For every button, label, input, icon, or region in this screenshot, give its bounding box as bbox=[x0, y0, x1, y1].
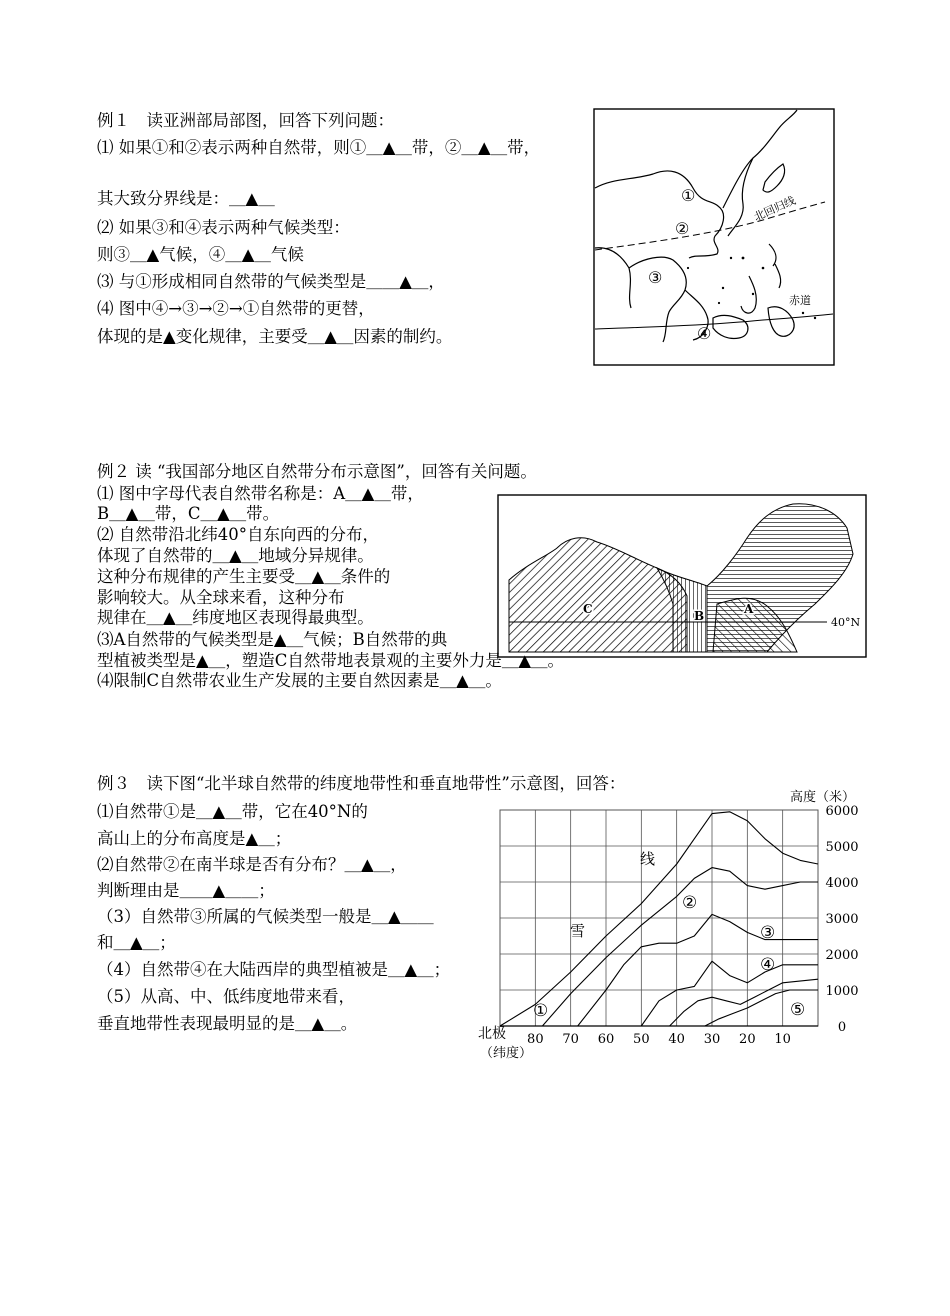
chart-series-line bbox=[500, 812, 818, 1026]
chart-y-tick-label: 2000 bbox=[825, 948, 859, 963]
chart-series-line bbox=[578, 914, 818, 1026]
chart-x-tick-label: 30 bbox=[703, 1032, 721, 1047]
chart-y-tick-label: 4000 bbox=[825, 876, 859, 891]
ex2-line: B＿▲＿带，C＿▲＿带。 bbox=[97, 504, 280, 523]
chart-x-label: （纬度） bbox=[480, 1046, 533, 1061]
lat-40-label: 40°N bbox=[831, 616, 861, 629]
ex1-line: 体现的是▲变化规律，主要受＿▲＿因素的制约。 bbox=[97, 327, 453, 346]
ex3-line: （5）从高、中、低纬度地带来看， bbox=[97, 987, 355, 1006]
ex2-line: 型植被类型是▲＿，塑造C自然带地表景观的主要外力是＿▲＿。 bbox=[97, 651, 565, 670]
ex1-line: ⑶ 与①形成相同自然带的气候类型是＿＿▲＿， bbox=[97, 272, 445, 291]
chart-y-tick-label: 5000 bbox=[825, 840, 859, 855]
chart-series-line bbox=[542, 868, 818, 1026]
ex2-line: ⑶A自然带的气候类型是▲＿气候；B自然带的典 bbox=[97, 630, 448, 649]
chart-annotation-xian: 线 bbox=[640, 850, 656, 868]
zone-label-1: ① bbox=[533, 1001, 549, 1021]
zone-chart bbox=[470, 782, 875, 1072]
chart-x-tick-label: 20 bbox=[739, 1032, 756, 1047]
ex2-line: ⑴ 图中字母代表自然带名称是：A＿▲＿带， bbox=[97, 484, 424, 503]
map-label-4: ④ bbox=[697, 324, 712, 343]
ex3-line: ⑴自然带①是＿▲＿带，它在40°N的 bbox=[97, 802, 368, 821]
zone-label-a: A bbox=[744, 602, 754, 616]
chart-x-tick-label: 70 bbox=[562, 1032, 579, 1047]
chart-x-tick-label: 80 bbox=[527, 1032, 544, 1047]
zone-label-2: ② bbox=[682, 893, 698, 913]
chart-y-tick-label: 3000 bbox=[825, 912, 859, 927]
chart-y-label: 高度（米） bbox=[790, 790, 856, 805]
ex3-line: 高山上的分布高度是▲＿； bbox=[97, 829, 292, 848]
zone-label-b: B bbox=[694, 609, 705, 623]
ex3-line: （4）自然带④在大陆西岸的典型植被是＿▲＿； bbox=[97, 960, 451, 979]
chart-series bbox=[500, 812, 818, 1026]
ex1-title: 例１ 读亚洲部局部图，回答下列问题： bbox=[97, 111, 394, 130]
ex3-line: 和＿▲＿； bbox=[97, 933, 176, 952]
chart-y-tick-label: 1000 bbox=[825, 984, 859, 999]
ex1-line: ⑷ 图中④→③→②→①自然带的更替， bbox=[97, 299, 375, 318]
chart-x-tick-label: 50 bbox=[633, 1032, 650, 1047]
chart-y-tick-label: 0 bbox=[837, 1020, 847, 1035]
ex1-line: ⑴ 如果①和②表示两种自然带，则①＿▲＿带，②＿▲＿带， bbox=[97, 138, 541, 157]
ex2-line: 这种分布规律的产生主要受＿▲＿条件的 bbox=[97, 567, 391, 586]
ex3-line: 垂直地带性表现最明显的是＿▲＿。 bbox=[97, 1014, 358, 1033]
ex2-line: ⑵ 自然带沿北纬40°自东向西的分布， bbox=[97, 525, 379, 544]
chart-annotation-xue: 雪 bbox=[570, 922, 586, 940]
chart-y-tick-label: 6000 bbox=[825, 804, 859, 819]
chart-x-tick-label: 60 bbox=[597, 1032, 615, 1047]
map-label-2: ② bbox=[675, 219, 690, 238]
asia-map bbox=[593, 108, 835, 366]
ex2-line: 规律在＿▲＿纬度地区表现得最典型。 bbox=[97, 608, 374, 627]
ex2-line: ⑷限制C自然带农业生产发展的主要自然因素是＿▲＿。 bbox=[97, 671, 502, 690]
map-label-3: ③ bbox=[648, 268, 663, 287]
ex3-line: 判断理由是＿＿▲＿＿； bbox=[97, 881, 275, 900]
zone-label-3: ③ bbox=[760, 923, 776, 943]
ex3-title: 例３ 读下图“北半球自然带的纬度地带性和垂直地带性”示意图，回答： bbox=[97, 774, 626, 793]
equator-label: 赤道 bbox=[789, 294, 811, 307]
ex3-line: （3）自然带③所属的气候类型一般是＿▲＿＿ bbox=[97, 907, 434, 926]
zone-label-4: ④ bbox=[760, 955, 776, 975]
ex2-title: 例２ 读 “我国部分地区自然带分布示意图”，回答有关问题。 bbox=[97, 462, 537, 481]
tropic-label: 北回归线 bbox=[751, 193, 798, 224]
ex1-line: 其大致分界线是：＿▲＿ bbox=[97, 189, 275, 208]
ex2-line: 体现了自然带的＿▲＿地域分异规律。 bbox=[97, 546, 374, 565]
zone-label-c: C bbox=[583, 602, 593, 616]
ex3-line: ⑵自然带②在南半球是否有分布？＿▲＿， bbox=[97, 855, 407, 874]
chart-x-start-label: 北极 bbox=[478, 1026, 506, 1042]
chart-x-tick-label: 10 bbox=[774, 1032, 791, 1047]
ex1-line: 则③＿▲气候，④＿▲＿气候 bbox=[97, 245, 304, 264]
ex2-line: 影响较大。从全球来看，这种分布 bbox=[97, 588, 345, 607]
zone-label-5: ⑤ bbox=[790, 1000, 806, 1020]
ex1-line: ⑵ 如果③和④表示两种气候类型： bbox=[97, 218, 350, 237]
chart-x-tick-label: 40 bbox=[668, 1032, 685, 1047]
china-zone-map bbox=[497, 494, 867, 658]
map-label-1: ① bbox=[681, 186, 696, 205]
